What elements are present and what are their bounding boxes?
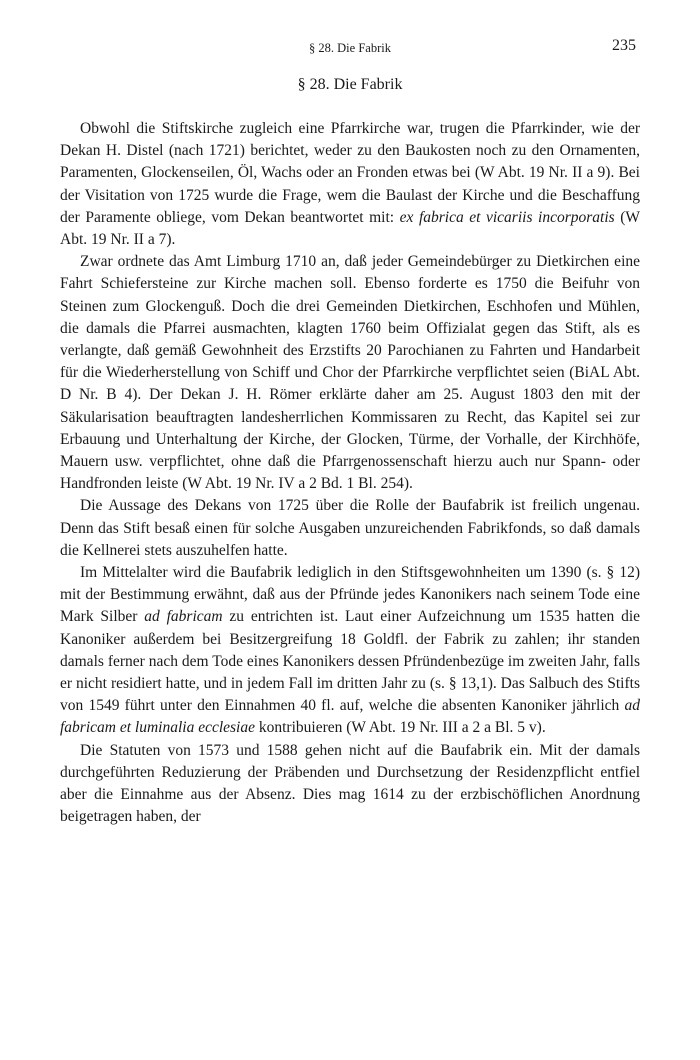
latin-phrase: ad fabricam et luminalia ecclesiae	[60, 697, 640, 737]
paragraph: Im Mittelalter wird die Baufabrik lediglich in den Stiftsgewohnheiten um 1390 (s. § 12) mit der Bestimmung erwähnt, daß aus der Pfründe jedes Kanonikers nach seinem Tode eine Mark Silber ad fabricam zu entrichten ist. Laut einer Aufzeichnung um 1535 hatten die Kanoniker außerdem bei Besitzergreifung 18 Goldfl. der Fabrik zu zahlen; ihr standen damals ferner nach dem Tode eines Kanonikers dessen Pfründenbezüge im zweiten Jahr, falls er nicht residiert hatte, und in jedem Fall im dritten Jahr zu (s. § 13,1). Das Salbuch des Stifts von 1549 führt unter den Einnahmen 40 fl. auf, welche die absenten Kanoniker jährlich ad fabricam et luminalia ecclesiae kontribuieren (W Abt. 19 Nr. III a 2 a Bl. 5 v).	[60, 564, 641, 737]
page-number: 235	[612, 37, 636, 54]
paragraph: Die Statuten von 1573 und 1588 gehen nicht auf die Baufabrik ein. Mit der damals durchgeführten Reduzierung der Präbenden und Durchsetzung der Residenzpflicht entfiel aber die Einnahme aus der Absenz. Dies mag 1614 zu der erzbischöflichen Anordnung beigetragen haben, der	[60, 741, 640, 826]
running-title: § 28. Die Fabrik	[309, 41, 391, 55]
latin-phrase: ex fabrica et vicariis incorporatis	[399, 208, 615, 226]
running-head	[60, 37, 640, 59]
body-text	[60, 118, 640, 829]
paragraph: Zwar ordnete das Amt Limburg 1710 an, daß jeder Gemeindebürger zu Dietkirchen eine Fahrt Schiefersteine zur Kirche machen soll. Ebenso forderte es 1750 die Beifuhr von Steinen zum Glockenguß. Doch die drei Gemeinden Dietkirchen, Eschhofen und Mühlen, die damals die Pfarrei ausmachten, klagten 1760 beim Offizialat gegen das Stift, als es verlangte, daß gemäß Gewohnheit des Erzstifts 20 Parochianen zu Fahrten und Handarbeit für die Wiederherstellung von Schiff und Chor der Pfarrkirche verpflichtet seien (BiAL Abt. D Nr. B 4). Der Dekan J. H. Römer erklärte daher am 25. August 1803 den mit der Säkularisation beauftragten landesherrlichen Kommissaren zu Recht, das Kapitel sei zur Erbauung und Unterhaltung der Kirche, der Glocken, Türme, der Vorhalle, der Kirchhöfe, Mauern usw. verpflichtet, ohne daß die Pfarrgenossenschaft hierzu auch nur Spann- oder Handfronden leiste (W Abt. 19 Nr. IV a 2 Bd. 1 Bl. 254).	[60, 253, 640, 493]
section-heading: § 28. Die Fabrik	[297, 76, 403, 93]
latin-phrase: ad fabricam	[144, 608, 223, 626]
paragraph: Obwohl die Stiftskirche zugleich eine Pfarrkirche war, trugen die Pfarrkinder, wie der Dekan H. Distel (nach 1721) berichtet, weder zu den Baukosten noch zu den Ornamenten, Paramenten, Glockenseilen, Öl, Wachs oder an Fronden etwas bei (W Abt. 19 Nr. II a 9). Bei der Visitation von 1725 wurde die Frage, wem die Baulast der Kirche und die Beschaffung der Paramente obliege, vom Dekan beantwortet mit: ex fabrica et vicariis incorporatis (W Abt. 19 Nr. II a 7).	[60, 120, 641, 249]
paragraph: Die Aussage des Dekans von 1725 über die Rolle der Baufabrik ist freilich ungenau. Denn das Stift besaß einen für solche Ausgaben unzureichenden Fabrikfonds, so daß damals die Kellnerei stets auszuhelfen hatte.	[60, 497, 640, 559]
